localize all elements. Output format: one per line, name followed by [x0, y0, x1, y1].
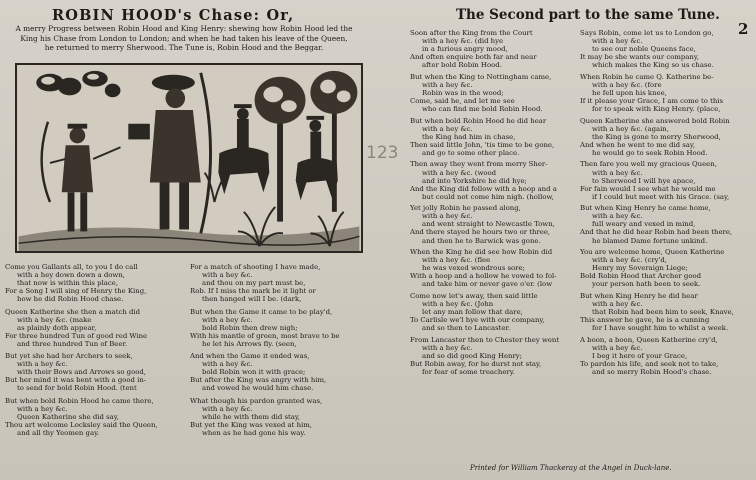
verse-line: bold Robin won it with grace;: [202, 368, 306, 377]
stanza: [410, 204, 580, 244]
verse-line: with a hey &c.: [202, 315, 253, 324]
stanza: [190, 263, 362, 303]
verse-line: with a hey &c.: [202, 360, 253, 369]
verse-line: he fell upon his knee,: [592, 88, 667, 97]
verse-line: Then fare you well my gracious Queen,: [580, 160, 717, 169]
verse-line: to Sherwood I will hye apace,: [592, 176, 696, 185]
verse-line: But when King Henry he did hear: [580, 291, 698, 300]
verse-line: To pardon his life, and seek not to take,: [580, 359, 719, 368]
stanza: [580, 248, 752, 288]
verse-line: Says Robin, come let us to London go,: [580, 29, 714, 37]
verse-line: with a hey &c. (wood: [422, 168, 497, 177]
verse-line: he would go to seek Robin Hood.: [592, 148, 708, 157]
verse-line: When the King he did see how Robin did: [410, 248, 553, 257]
verse-line: But Robin away, for he durst not stay,: [410, 359, 542, 368]
verse-line: Queen Katherine she then a match did: [5, 307, 140, 316]
verse-line: with a hey &c. (again,: [592, 124, 669, 133]
verse-line: Come, said he, and let me see: [410, 96, 515, 105]
verse-column-2: [190, 263, 362, 441]
stanza: [5, 308, 177, 348]
verse-line: I beg it here of your Grace,: [592, 351, 688, 360]
woodcut-illustration: [15, 63, 363, 253]
verse-column-4: [580, 29, 752, 380]
verse-line: Come you Gallants all, to you I do call: [5, 263, 138, 271]
verse-line: with a hey &c.: [422, 343, 473, 352]
intro-text: [5, 24, 363, 53]
stanza: [410, 73, 580, 113]
verse-line: From Lancaster then to Chester they went: [410, 335, 560, 344]
verse-line: With his mantle of green, most brave to be: [190, 331, 340, 340]
verse-line: with a hey &c. (did hye: [422, 37, 504, 46]
verse-line: Soon after the King from the Court: [410, 29, 533, 37]
verse-line: and then he to Barwick was gone.: [422, 236, 541, 245]
verse-line: with a hey &c.: [592, 37, 643, 46]
verse-line: with a hey &c.: [592, 168, 643, 177]
verse-line: Queen Katherine she did say,: [17, 412, 119, 421]
stanza: [410, 292, 580, 332]
stanza: [580, 117, 752, 157]
verse-line: while he with them did stay,: [202, 412, 301, 421]
title-right: The Second part to the same Tune.: [456, 7, 720, 23]
verse-column-1: [5, 263, 177, 441]
verse-line: then hanged will I be. (dark,: [202, 295, 302, 304]
verse-line: But yet she had her Archers to seek,: [5, 352, 133, 361]
verse-line: with a hey &c.: [592, 300, 643, 309]
verse-line: to send for bold Robin Hood. (tent: [17, 384, 137, 393]
verse-line: full weary and vexed in mind,: [592, 220, 696, 229]
verse-line: with a hey &c.: [202, 404, 253, 413]
verse-line: for to speak with King Henry. (place,: [592, 105, 721, 114]
verse-line: and three hundred Tun of Beer.: [17, 339, 128, 348]
verse-line: with a hey &c.: [202, 271, 253, 280]
verse-line: And there stayed he hours two or three,: [410, 228, 551, 237]
stanza: [190, 352, 362, 392]
verse-line: Come now let's away, then said little: [410, 291, 538, 300]
verse-line: It may be she wants our company,: [580, 53, 700, 62]
verse-line: For three hundred Tun of good red Wine: [5, 331, 148, 340]
verse-line: in a furious angry mood,: [422, 45, 508, 54]
verse-line: And the King did follow with a hoop and a: [410, 184, 557, 193]
verse-line: But after the King was angry with him,: [190, 376, 327, 385]
verse-line: But when King Henry he came home,: [580, 204, 711, 213]
verse-line: What though his pardon granted was,: [190, 396, 323, 405]
stanza: [580, 160, 752, 200]
verse-line: with a hey &c. (cry'd,: [592, 256, 667, 265]
verse-line: and all thy Yeomen gay.: [17, 428, 100, 437]
verse-line: to see our noble Queens face,: [592, 45, 696, 54]
verse-line: Robin was in the wood;: [422, 88, 504, 97]
verse-line: for I have sought him to whilst a week.: [592, 324, 729, 333]
verse-line: To Carlisle we'l hye with our company,: [410, 316, 545, 325]
verse-line: with a hey &c.: [592, 212, 643, 221]
verse-line: with a hey &c. (make: [17, 315, 92, 324]
verse-line: You are welcome home, Queen Katherine: [580, 248, 725, 257]
verse-line: Then away they went from merry Sher-: [410, 160, 548, 169]
verse-line: with a hey &c.: [422, 80, 473, 89]
verse-line: Yet jolly Robin he passed along,: [410, 204, 521, 213]
woodcut-svg: [17, 65, 361, 251]
stanza: [410, 29, 580, 69]
verse-line: with a hey &c. (John: [422, 300, 494, 309]
stanza: [5, 397, 177, 437]
verse-line: But when the King to Nottingham came,: [410, 72, 552, 81]
verse-line: and into Yorkshire he did hye;: [422, 176, 527, 185]
verse-line: your person hath been to seek.: [592, 280, 701, 289]
verse-line: he let his Arrows fly. (seen,: [202, 339, 297, 348]
verse-line: after bold Robin Hood.: [422, 61, 502, 70]
verse-line: that Robin had been him to seek, Knave,: [592, 308, 734, 317]
verse-line: With a hoop and a hollow he vowed to fol-: [410, 272, 557, 281]
verse-line: the King is gone to merry Sherwood,: [592, 132, 721, 141]
intro-line: King his Chase from London to London; and when he had taken his leave of the Queen,: [20, 33, 348, 43]
verse-line: If it please your Grace, I am come to this: [580, 96, 724, 105]
verse-line: Henry my Soveraign Liege;: [592, 264, 688, 273]
stanza: [190, 308, 362, 348]
verse-line: For fain would I see what he would me: [580, 184, 716, 193]
verse-line: bold Robin then drew nigh;: [202, 323, 298, 332]
intro-line: he returned to merry Sherwood. The Tune is, Robin Hood and the Beggar.: [44, 43, 324, 53]
title-left: ROBIN HOOD's Chase: Or,: [52, 7, 295, 24]
imprint-line: Printed for William Thackeray at the Angel in Duck-lane.: [470, 464, 672, 472]
stanza: [5, 352, 177, 392]
stanza: [580, 29, 752, 69]
verse-line: as plainly doth appear,: [17, 323, 97, 332]
stanza: [580, 204, 752, 244]
verse-line: Then said little John, 'tis time to be gone,: [410, 140, 555, 149]
verse-line: and thou on my part must be,: [202, 279, 306, 288]
corner-mark: 2: [738, 20, 749, 38]
verse-line: he blamed Dame fortune unkind.: [592, 236, 708, 245]
verse-line: and so did good King Henry;: [422, 351, 522, 360]
stanza: [580, 336, 752, 376]
verse-line: and so merry Robin Hood's chase.: [592, 367, 712, 376]
verse-line: A boon, a boon, Queen Katherine cry'd,: [580, 335, 718, 344]
verse-line: with a hey &c.: [17, 404, 68, 413]
verse-line: with a hey down down a down,: [17, 271, 125, 280]
stanza: [410, 336, 580, 376]
stanza: [410, 160, 580, 200]
verse-line: he was vexed wondrous sore;: [422, 264, 525, 273]
verse-line: For a Song I will sing of Henry the King,: [5, 287, 147, 296]
verse-line: And when the Game it ended was,: [190, 352, 310, 361]
verse-line: with a hey &c.: [422, 212, 473, 221]
verse-line: let any man follow that dare,: [422, 308, 523, 317]
stanza: [410, 248, 580, 288]
verse-line: with their Bows and Arrows so good,: [17, 368, 146, 377]
verse-line: and so then to Lancaster.: [422, 324, 511, 333]
verse-column-3: [410, 29, 580, 380]
verse-line: And often enquire both far and near: [410, 53, 537, 62]
verse-line: when as he had gone his way.: [202, 428, 306, 437]
verse-line: And when he went to me did say,: [580, 140, 696, 149]
verse-line: if I could but meet with his Grace. (say,: [592, 192, 730, 201]
verse-line: But her mind it was bent with a good in-: [5, 376, 147, 385]
verse-line: with a hey &c. (flee: [422, 256, 491, 265]
verse-line: When Robin he came Q. Katherine be-: [580, 72, 714, 81]
verse-line: and go to some other place.: [422, 148, 520, 157]
verse-line: But when the Game it came to be play'd,: [190, 307, 333, 316]
verse-line: who can find me bold Robin Hood.: [422, 105, 543, 114]
verse-line: and went straight to Newcastle Town,: [422, 220, 555, 229]
verse-line: But when bold Robin Hood he came there,: [5, 396, 154, 405]
verse-line: but could not come him nigh. (hollow,: [422, 192, 554, 201]
verse-line: But yet the King was vexed at him,: [190, 420, 312, 429]
verse-line: with a hey &c.: [17, 360, 68, 369]
verse-line: This answer he gave, he is a cunning: [580, 316, 710, 325]
stanza: [190, 397, 362, 437]
stanza: [5, 263, 177, 303]
intro-line: A merry Progress between Robin Hood and King Henry: shewing how Robin Hood led the: [15, 24, 353, 33]
verse-line: with a hey &c.: [422, 124, 473, 133]
verse-line: and vowed he would him chase.: [202, 384, 314, 393]
verse-line: And that he did hear Robin had been there,: [580, 228, 733, 237]
verse-line: and take him or never gave o'er. (low: [422, 280, 553, 289]
verse-line: how he did Robin Hood chase.: [17, 295, 124, 304]
verse-line: Rob. If I miss the mark be it light or: [190, 287, 316, 296]
stanza: [580, 73, 752, 113]
verse-line: that now is within this place,: [17, 279, 119, 288]
verse-line: which makes the King so us chase.: [592, 61, 714, 70]
reference-number: 123: [366, 143, 399, 163]
verse-line: with a hey &c.: [592, 343, 643, 352]
verse-line: the King had him in chase,: [422, 132, 516, 141]
verse-line: with a hey &c. (fore: [592, 80, 662, 89]
verse-line: Bold Robin Hood that Archer good: [580, 272, 702, 281]
verse-line: for fear of some treachery.: [422, 367, 515, 376]
verse-line: Thou art welcome Locksley said the Queen,: [5, 420, 158, 429]
verse-line: Queen Katherine she answered bold Robin: [580, 116, 730, 125]
stanza: [410, 117, 580, 157]
stanza: [580, 292, 752, 332]
verse-line: For a match of shooting I have made,: [190, 263, 321, 271]
verse-line: But when bold Robin Hood he did hear: [410, 116, 547, 125]
